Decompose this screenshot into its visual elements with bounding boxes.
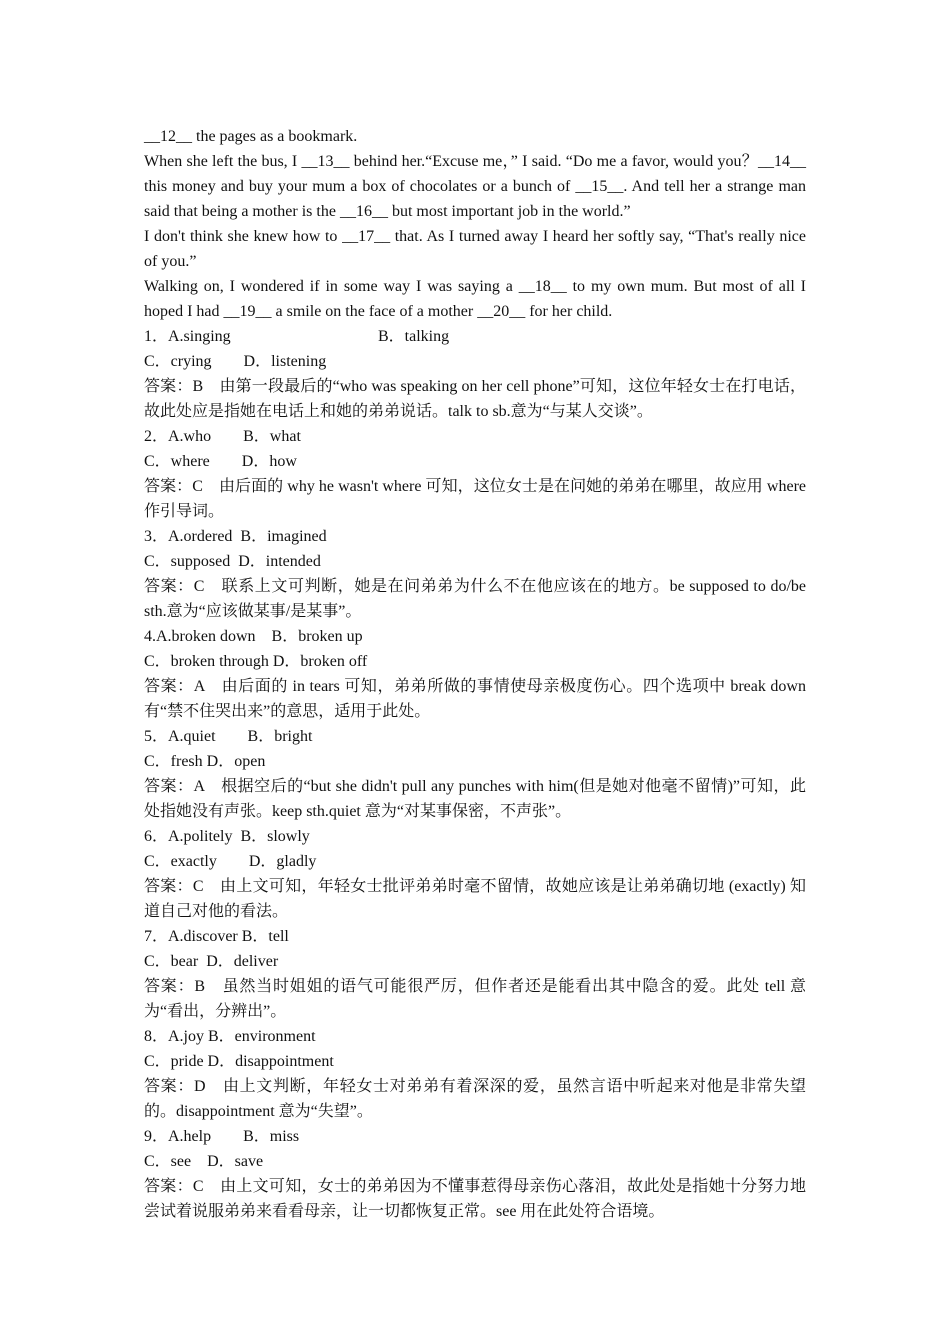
question-6-answer: 答案：C 由上文可知，年轻女士批评弟弟时毫不留情，故她应该是让弟弟确切地 (exactly) 知道自己对他的看法。 [144, 878, 806, 920]
document-body [144, 124, 806, 1224]
question-8-options-cd: C．pride D．disappointment [144, 1053, 334, 1070]
passage-paragraph-3: I don't think she knew how to __17__ that. As I turned away I heard her softly say, “That's really nice of you.” [144, 228, 806, 270]
passage-paragraph-1: __12__ the pages as a bookmark. [144, 128, 358, 145]
question-2-options-cd: C．where D．how [144, 453, 297, 470]
question-7-options-cd: C．bear D．deliver [144, 953, 279, 970]
question-4-options-ab: 4.A.broken down B．broken up [144, 628, 363, 645]
question-1-option-b: B．talking [378, 328, 450, 345]
question-1-options-ab [144, 324, 806, 349]
question-3-answer: 答案：C 联系上文可判断，她是在问弟弟为什么不在他应该在的地方。be supposed to do/be sth.意为“应该做某事/是某事”。 [144, 578, 806, 620]
question-6-options-cd: C．exactly D．gladly [144, 853, 317, 870]
question-3-options-ab: 3．A.ordered B．imagined [144, 528, 327, 545]
question-3-options-cd: C．supposed D．intended [144, 553, 321, 570]
question-5-answer: 答案：A 根据空后的“but she didn't pull any punches with him(但是她对他毫不留情)”可知，此处指她没有声张。keep sth.quiet 意为“对某事保密，不声张”。 [144, 778, 806, 820]
question-5-options-cd: C．fresh D．open [144, 753, 266, 770]
question-9-options-ab: 9．A.help B．miss [144, 1128, 300, 1145]
question-6-options-ab: 6．A.politely B．slowly [144, 828, 310, 845]
question-5-options-ab: 5．A.quiet B．bright [144, 728, 313, 745]
question-4-options-cd: C．broken through D．broken off [144, 653, 368, 670]
question-7-options-ab: 7．A.discover B．tell [144, 928, 289, 945]
question-2-answer: 答案：C 由后面的 why he wasn't where 可知，这位女士是在问她的弟弟在哪里，故应用 where 作引导词。 [144, 478, 806, 520]
passage-paragraph-2: When she left the bus, I __13__ behind her.“Excuse me，” I said. “Do me a favor, would you？__14__ this money and buy your mum a box of chocolates or a bunch of __15__. And tell her a strange man said that being a mother is the __16__ but most important job in the world.” [144, 153, 806, 220]
question-2-options-ab: 2．A.who B．what [144, 428, 301, 445]
question-1-answer: 答案：B 由第一段最后的“who was speaking on her cell phone”可知，这位年轻女士在打电话，故此处应是指她在电话上和她的弟弟说话。talk to sb.意为“与某人交谈”。 [144, 378, 806, 420]
question-1-option-a: 1．A.singing [144, 328, 231, 345]
passage-paragraph-4: Walking on, I wondered if in some way I was saying a __18__ to my own mum. But most of all I hoped I had __19__ a smile on the face of a mother __20__ for her child. [144, 278, 806, 320]
question-9-answer: 答案：C 由上文可知，女士的弟弟因为不懂事惹得母亲伤心落泪，故此处是指她十分努力地尝试着说服弟弟来看看母亲，让一切都恢复正常。see 用在此处符合语境。 [144, 1178, 806, 1220]
question-8-options-ab: 8．A.joy B．environment [144, 1028, 316, 1045]
question-1-options-cd: C．crying D．listening [144, 353, 327, 370]
question-7-answer: 答案：B 虽然当时姐姐的语气可能很严厉，但作者还是能看出其中隐含的爱。此处 tell 意为“看出，分辨出”。 [144, 978, 806, 1020]
question-9-options-cd: C．see D．save [144, 1153, 264, 1170]
question-4-answer: 答案：A 由后面的 in tears 可知，弟弟所做的事情使母亲极度伤心。四个选项中 break down 有“禁不住哭出来”的意思，适用于此处。 [144, 678, 806, 720]
question-8-answer: 答案：D 由上文判断，年轻女士对弟弟有着深深的爱，虽然言语中听起来对他是非常失望的。disappointment 意为“失望”。 [144, 1078, 806, 1120]
